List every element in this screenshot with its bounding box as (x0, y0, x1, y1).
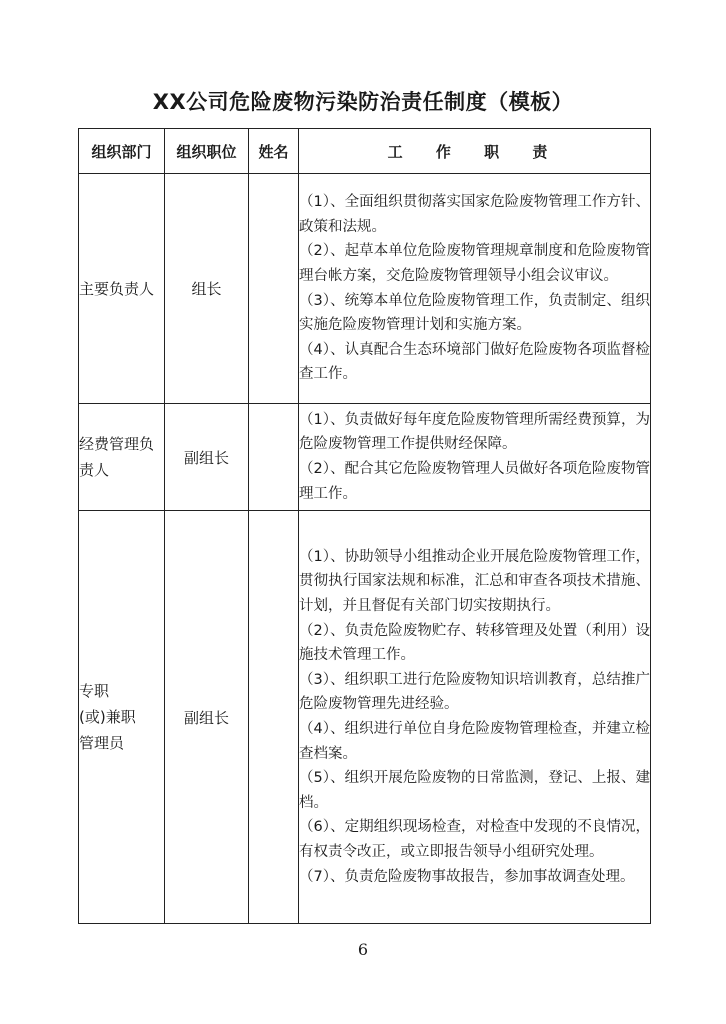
table-row (79, 404, 651, 511)
position-cell: 副组长 (165, 404, 249, 511)
dept-cell: 经费管理负责人 (79, 404, 165, 511)
name-cell (249, 404, 299, 511)
page-number: 6 (357, 940, 369, 959)
header-name: 姓名 (249, 129, 299, 174)
duty-item: （1）、全面组织贯彻落实国家危险废物管理工作方针、政策和法规。 (299, 194, 650, 235)
duty-item: （6）、定期组织现场检查，对检查中发现的不良情况，有权责令改正，或立即报告领导小组研究处理。 (299, 819, 650, 860)
dept-cell (79, 511, 165, 924)
name-cell (249, 511, 299, 924)
name-cell (249, 174, 299, 404)
table-header-row (79, 129, 651, 174)
duty-item: （4）、组织进行单位自身危险废物管理检查，并建立检查档案。 (299, 721, 650, 762)
responsibility-table (78, 128, 651, 924)
position-cell: 组长 (165, 174, 249, 404)
table-row (79, 511, 651, 924)
duty-item: （3）、组织职工进行危险废物知识培训教育，总结推广危险废物管理先进经验。 (299, 671, 650, 713)
dept-line: 专职 (79, 682, 110, 700)
dept-line: 管理员 (79, 734, 125, 752)
duty-item: （1）、协助领导小组推动企业开展危险废物管理工作，贯彻执行国家法规和标准，汇总和审查各项技术措施、计划，并且督促有关部门切实按期执行。 (299, 548, 650, 615)
dept-line: (或)兼职 (79, 708, 136, 726)
table-row (79, 174, 651, 404)
header-position: 组织职位 (165, 129, 249, 174)
duty-item: （2）、起草本单位危险废物管理规章制度和危险废物管理台帐方案，交危险废物管理领导小组会议审议。 (299, 243, 650, 284)
duty-item: （2）、配合其它危险废物管理人员做好各项危险废物管理工作。 (299, 461, 650, 502)
duty-item: （2）、负责危险废物贮存、转移管理及处置（利用）设施技术管理工作。 (299, 622, 650, 664)
duty-item: （5）、组织开展危险废物的日常监测，登记、上报、建档。 (299, 770, 650, 811)
duty-item: （3）、统筹本单位危险废物管理工作，负责制定、组织实施危险废物管理计划和实施方案。 (299, 292, 650, 334)
duties-cell (299, 404, 651, 511)
duty-item: （1）、负责做好每年度危险废物管理所需经费预算，为危险废物管理工作提供财经保障。 (299, 411, 650, 453)
duty-item: （4）、认真配合生态环境部门做好危险废物各项监督检查工作。 (299, 341, 650, 383)
header-duties: 工 作 职 责 (299, 129, 651, 174)
duties-cell (299, 511, 651, 924)
header-dept: 组织部门 (79, 129, 165, 174)
duty-item: （7）、负责危险废物事故报告，参加事故调查处理。 (299, 868, 635, 885)
position-cell: 副组长 (165, 511, 249, 924)
dept-cell: 主要负责人 (79, 174, 165, 404)
document-title: XX公司危险废物污染防治责任制度（模板） (152, 90, 574, 114)
duties-cell (299, 174, 651, 404)
